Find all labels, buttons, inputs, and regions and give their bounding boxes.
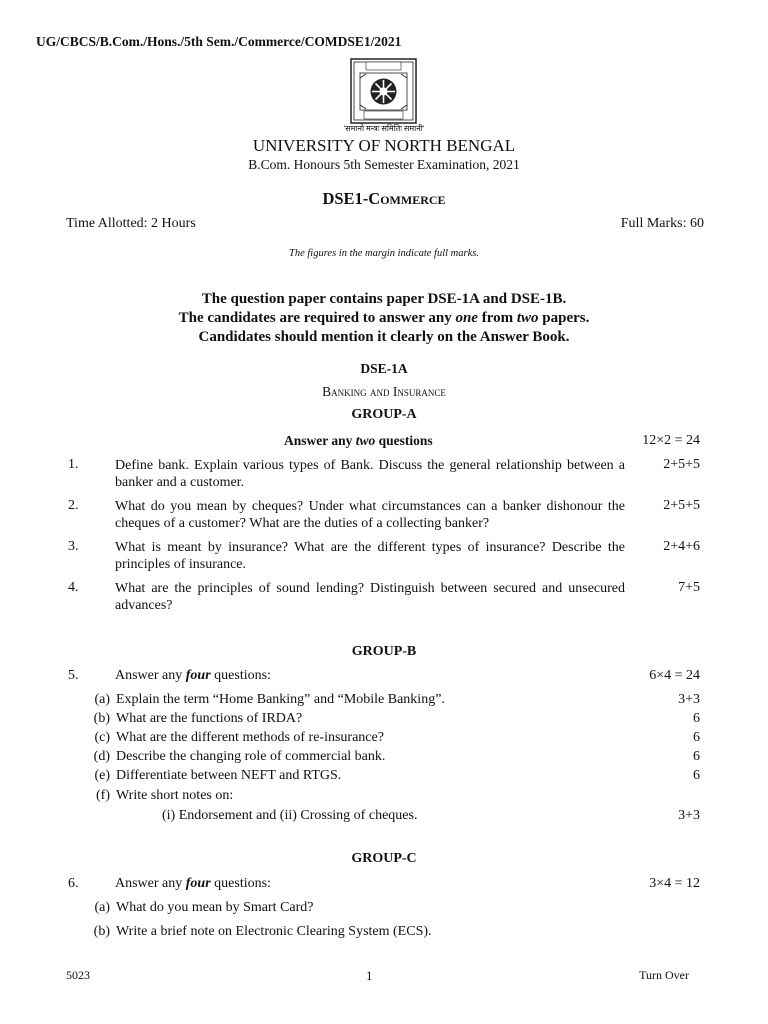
question-marks: 2+5+5	[663, 498, 700, 513]
university-seal-icon	[350, 58, 417, 124]
sub-question-text: Describe the changing role of commercial bank.	[116, 749, 386, 764]
instruction-line-2-b: from	[477, 310, 517, 326]
paper-title	[0, 189, 768, 209]
group-c-title: GROUP-C	[351, 851, 417, 866]
instruction-line-2-c: papers.	[538, 310, 590, 326]
footer-code: 5023	[66, 968, 90, 982]
sub-question-text: What do you mean by Smart Card?	[116, 900, 314, 915]
group-a-title: GROUP-A	[351, 407, 417, 422]
instruction-line-2-one: one	[455, 310, 478, 326]
question-text: What do you mean by cheques? Under what circumstances can a banker dishonour the cheques of a customer? What are the duties of a collecting banker?	[115, 499, 625, 531]
paper-title-name: Commerce	[368, 189, 446, 208]
group-c-instruction	[115, 876, 271, 892]
sub-question-text: Write short notes on:	[116, 788, 234, 803]
sub-question-label: (b)	[93, 924, 110, 939]
sub-question-text: What are the different methods of re-insurance?	[116, 730, 384, 745]
group-a-instruction	[284, 433, 433, 449]
question-marks: 7+5	[678, 580, 700, 595]
question-number: 5.	[68, 668, 79, 683]
sub-question-label: (a)	[94, 692, 110, 707]
sub-question-text: Differentiate between NEFT and RTGS.	[116, 768, 342, 783]
paper-code-header: UG/CBCS/B.Com./Hons./5th Sem./Commerce/COMDSE1/2021	[36, 34, 402, 49]
instruction-line-1: The question paper contains paper DSE-1A and DSE-1B.	[201, 291, 567, 307]
sub-question-marks: 6	[693, 730, 700, 745]
group-a-instr-a: Answer any	[284, 433, 356, 448]
university-motto: 'समानो मन्त्रः समितिः समानी'	[343, 124, 425, 133]
group-c-instr-em: four	[185, 876, 211, 891]
sub-question-text: Write a brief note on Electronic Clearing System (ECS).	[116, 924, 432, 939]
instruction-line-2-a: The candidates are required to answer any	[178, 310, 456, 326]
paper-title-prefix: DSE1-	[322, 189, 369, 208]
instruction-line-2	[0, 310, 768, 327]
sub-question-label: (f)	[96, 788, 110, 803]
question-text: What is meant by insurance? What are the different types of insurance? Describe the principles of insurance.	[115, 540, 625, 572]
question-number: 3.	[68, 539, 79, 554]
full-marks: Full Marks: 60	[620, 216, 704, 231]
margin-note: The figures in the margin indicate full marks.	[289, 248, 479, 259]
question-number: 2.	[68, 498, 79, 513]
question-number: 1.	[68, 457, 79, 472]
instruction-line-3: Candidates should mention it clearly on the Answer Book.	[198, 329, 570, 345]
group-a-marks: 12×2 = 24	[642, 433, 700, 448]
question-number: 4.	[68, 580, 79, 595]
university-name: UNIVERSITY OF NORTH BENGAL	[252, 136, 516, 155]
sub-question-text: What are the functions of IRDA?	[116, 711, 303, 726]
sub-question-text: Explain the term “Home Banking” and “Mobile Banking”.	[116, 692, 445, 707]
university-logo	[350, 58, 417, 124]
group-b-instruction	[115, 668, 271, 684]
question-text: What are the principles of sound lending? Distinguish between secured and unsecured advances?	[115, 581, 625, 613]
time-allotted: Time Allotted: 2 Hours	[66, 216, 196, 231]
sub-question-f-detail: (i) Endorsement and (ii) Crossing of cheques.	[162, 808, 418, 823]
sub-question-marks: 6	[693, 768, 700, 783]
group-c-instr-b: questions:	[210, 876, 271, 891]
question-marks: 2+5+5	[663, 457, 700, 472]
section-title: Banking and Insurance	[322, 384, 446, 399]
turn-over-note: Turn Over	[639, 968, 689, 982]
sub-question-label: (a)	[94, 900, 110, 915]
sub-question-label: (e)	[94, 768, 110, 783]
section-code: DSE-1A	[360, 361, 408, 376]
sub-question-label: (b)	[93, 711, 110, 726]
group-b-instr-b: questions:	[210, 668, 271, 683]
group-b-title: GROUP-B	[351, 644, 417, 659]
instruction-line-2-two: two	[516, 310, 539, 326]
group-a-instr-b: questions	[375, 433, 433, 448]
question-text: Define bank. Explain various types of Bank. Discuss the general relationship between a banker and a customer.	[115, 458, 625, 490]
group-a-instr-em: two	[355, 433, 376, 448]
question-number: 6.	[68, 876, 79, 891]
sub-question-marks: 6	[693, 711, 700, 726]
group-b-marks: 6×4 = 24	[649, 668, 700, 683]
question-marks: 2+4+6	[663, 539, 700, 554]
sub-question-marks: 6	[693, 749, 700, 764]
sub-question-marks: 3+3	[678, 692, 700, 707]
page-number: 1	[366, 968, 373, 983]
sub-question-label: (d)	[93, 749, 110, 764]
sub-question-label: (c)	[94, 730, 110, 745]
exam-title: B.Com. Honours 5th Semester Examination, 2021	[248, 157, 520, 172]
group-b-instr-a: Answer any	[115, 668, 186, 683]
group-c-marks: 3×4 = 12	[649, 876, 700, 891]
group-b-instr-em: four	[185, 668, 211, 683]
group-c-instr-a: Answer any	[115, 876, 186, 891]
sub-question-f-marks: 3+3	[678, 808, 700, 823]
